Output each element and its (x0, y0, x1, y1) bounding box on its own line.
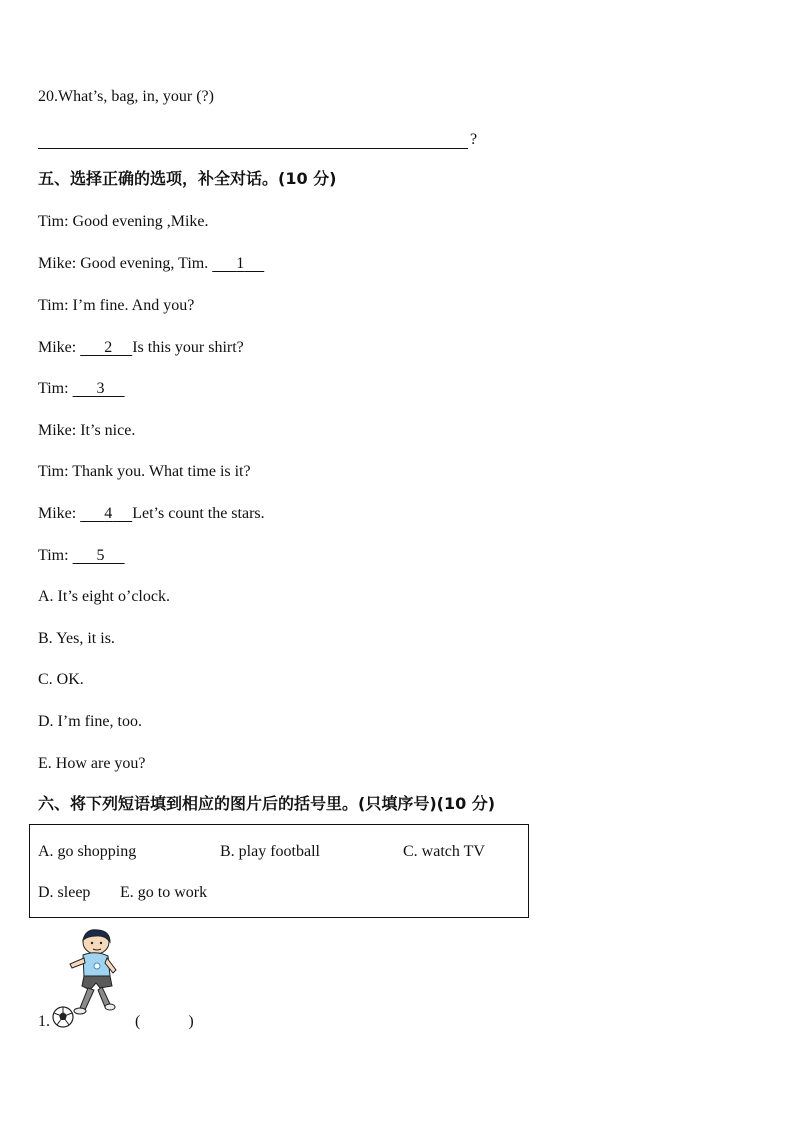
phrase-b: B. play football (220, 843, 320, 860)
phrase-d: D. sleep (38, 884, 91, 901)
speaker: Mike: (38, 422, 77, 439)
phrase-box (29, 824, 529, 918)
utterance: Is this your shirt? (132, 339, 244, 356)
speaker: Tim: (38, 380, 69, 397)
speaker: Mike: (38, 339, 77, 356)
answer-blank-4[interactable]: 4 (104, 505, 113, 522)
speaker: Mike: (38, 255, 77, 272)
phrase-c: C. watch TV (403, 843, 485, 860)
speaker: Mike: (38, 505, 77, 522)
utterance: Thank you. What time is it? (72, 463, 251, 480)
item-number: 1. (38, 1013, 50, 1030)
picture-item-1 (38, 1013, 50, 1031)
section-6-title: 六、将下列短语填到相应的图片后的括号里。(只填序号)(10 分) (38, 794, 496, 813)
dialogue-line (38, 254, 264, 274)
answer-line[interactable] (38, 148, 468, 149)
utterance: It’s nice. (80, 422, 136, 439)
answer-question-mark: ? (470, 131, 478, 148)
speaker: Tim: (38, 463, 69, 480)
dialogue-line (38, 379, 125, 399)
option-b: B. Yes, it is. (38, 630, 115, 647)
speaker: Tim: (38, 213, 69, 230)
utterance: Good evening, Tim. (80, 255, 209, 272)
speaker: Tim: (38, 547, 69, 564)
phrase-e: E. go to work (120, 884, 208, 901)
question-20: 20.What’s, bag, in, your (?) (38, 88, 214, 105)
answer-blank-2[interactable]: 2 (104, 339, 113, 356)
speaker: Tim: (38, 297, 69, 314)
dialogue-line (38, 421, 135, 441)
answer-blank-5[interactable]: 5 (96, 547, 105, 564)
dialogue-line (38, 462, 251, 482)
utterance: Let’s count the stars. (132, 505, 265, 522)
dialogue-line (38, 504, 265, 524)
option-a: A. It’s eight o’clock. (38, 588, 170, 605)
option-d: D. I’m fine, too. (38, 713, 142, 730)
football-icon (52, 1006, 74, 1028)
utterance: I’m fine. And you? (72, 297, 195, 314)
option-c: C. OK. (38, 671, 84, 688)
answer-blank-3[interactable]: 3 (96, 380, 105, 397)
section-5-title: 五、选择正确的选项，补全对话。(10 分) (38, 169, 337, 188)
dialogue-line (38, 296, 194, 316)
answer-parentheses[interactable]: ( ) (135, 1013, 194, 1030)
option-e: E. How are you? (38, 755, 146, 772)
dialogue-line (38, 212, 209, 232)
dialogue-line (38, 546, 125, 566)
dialogue-line (38, 338, 244, 358)
utterance: Good evening ,Mike. (72, 213, 209, 230)
phrase-a: A. go shopping (38, 843, 137, 860)
answer-blank-1[interactable]: 1 (236, 255, 245, 272)
